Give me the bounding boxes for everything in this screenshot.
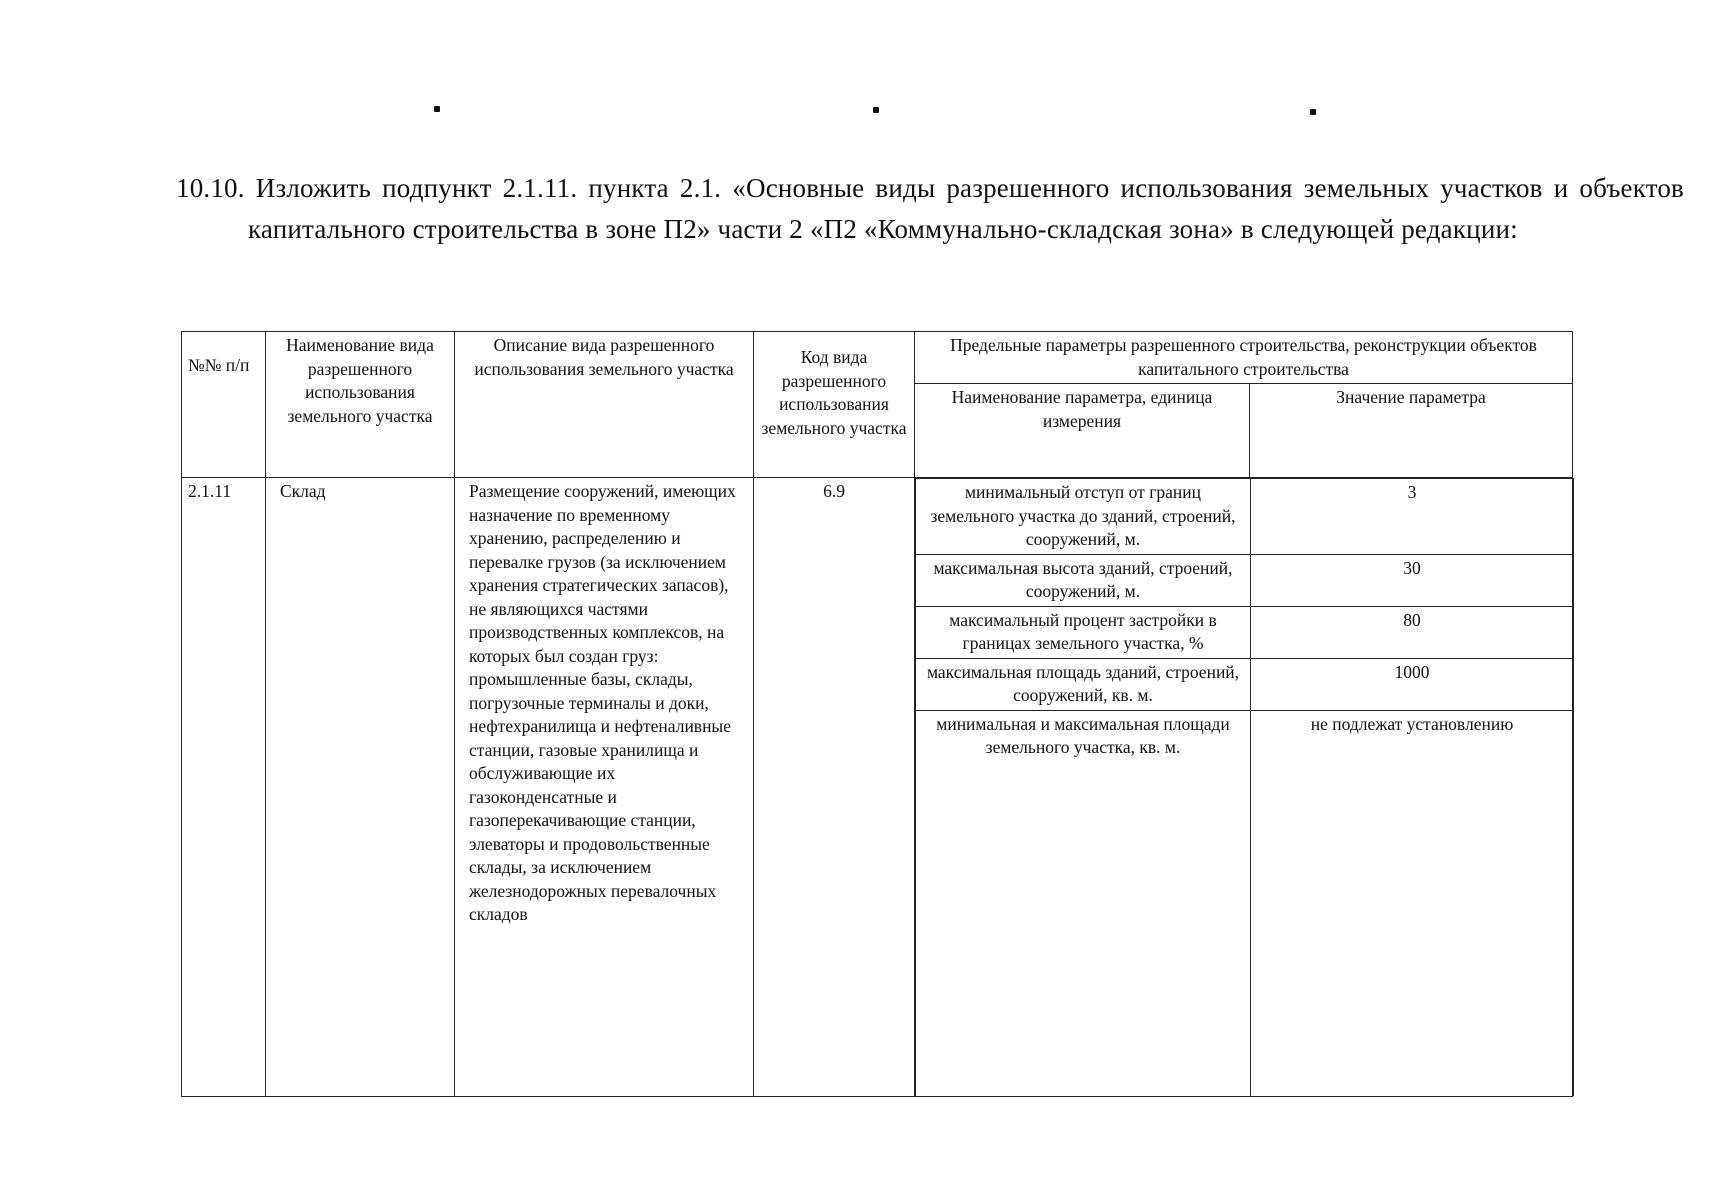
header-param-name: Наименование параметра, единица измерения (915, 384, 1250, 478)
amendment-paragraph: 10.10. Изложить подпункт 2.1.11. пункта 2.1. «Основные виды разрешенного использования земельных участков и объектов капитального строительства в зоне П2» части 2 «П2 «Коммунально-складская зона» в следующей редакции: (176, 173, 1684, 244)
param-name: максимальный процент застройки в границах земельного участка, % (916, 606, 1251, 658)
scan-mark-right (1310, 109, 1316, 115)
row-name: Склад (266, 478, 455, 1097)
param-name: минимальная и максимальная площади земельного участка, кв. м. (916, 710, 1251, 1096)
header-param-value: Значение параметра (1250, 384, 1573, 478)
param-row (916, 606, 1574, 658)
params-table (915, 478, 1574, 1096)
param-value: 80 (1251, 606, 1574, 658)
param-row (916, 479, 1574, 555)
header-name: Наименование вида разрешенного использования земельного участка (266, 332, 455, 478)
table-header-row (182, 332, 1573, 384)
param-value: не подлежат установлению (1251, 710, 1574, 1096)
scan-mark-center (873, 107, 879, 113)
param-row (916, 710, 1574, 1096)
header-code: Код вида разрешенного использования земельного участка (754, 332, 915, 478)
land-use-table (181, 331, 1573, 1097)
param-name: минимальный отступ от границ земельного участка до зданий, строений, сооружений, м. (916, 479, 1251, 555)
param-row (916, 554, 1574, 606)
param-value: 1000 (1251, 658, 1574, 710)
param-name: максимальная площадь зданий, строений, сооружений, кв. м. (916, 658, 1251, 710)
table-row (182, 478, 1573, 1097)
header-limits: Предельные параметры разрешенного строительства, реконструкции объектов капитального строительства (915, 332, 1573, 384)
param-value: 3 (1251, 479, 1574, 555)
row-code: 6.9 (754, 478, 915, 1097)
header-description: Описание вида разрешенного использования земельного участка (455, 332, 754, 478)
row-description: Размещение сооружений, имеющих назначение по временному хранению, распределению и перевалке грузов (за исключением хранения стратегических запасов), не являющихся частями производственных комплексов, на которых был создан груз: промышленные базы, склады, погрузочные терминалы и доки, нефтехранилища и нефтеналивные станции, газовые хранилища и обслуживающие их газоконденсатные и газоперекачивающие станции, элеваторы и продовольственные склады, за исключением железнодорожных перевалочных складов (455, 478, 754, 1097)
param-name: максимальная высота зданий, строений, сооружений, м. (916, 554, 1251, 606)
param-value: 30 (1251, 554, 1574, 606)
row-number: 2.1.11 (182, 478, 266, 1097)
param-row (916, 658, 1574, 710)
header-number: №№ п/п (182, 332, 266, 478)
row-params (915, 478, 1573, 1097)
scan-mark-left (434, 106, 440, 112)
